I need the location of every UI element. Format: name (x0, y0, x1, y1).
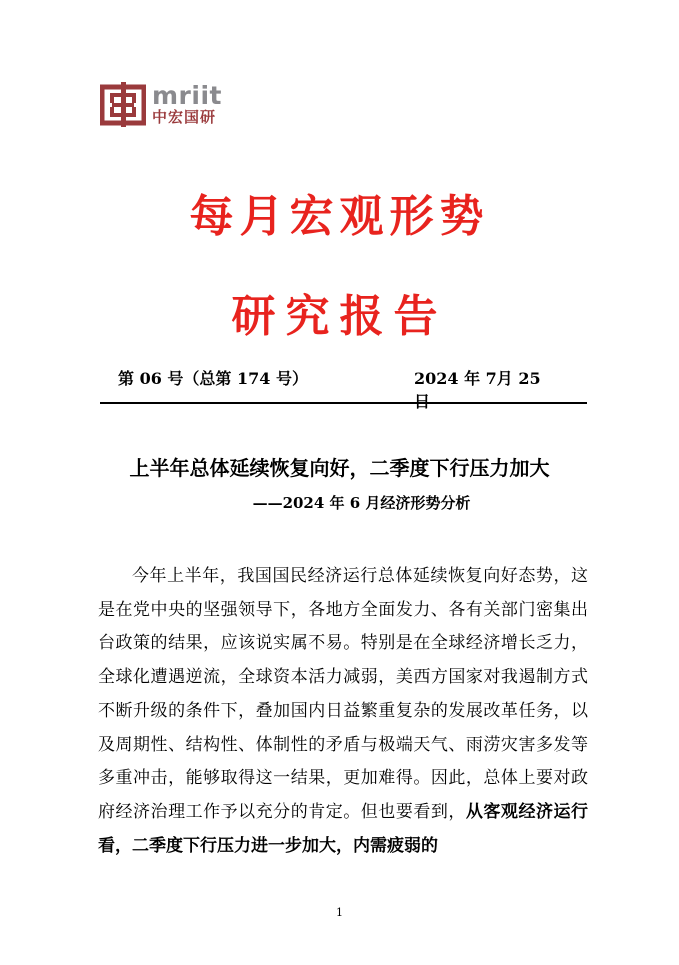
issue-number: 第 06 号（总第 174 号） (118, 369, 308, 388)
body-text-normal: 今年上半年，我国国民经济运行总体延续恢复向好态势，这是在党中央的坚强领导下，各地方全面发力、各有关部门密集出台政策的结果，应该说实属不易。特别是在全球经济增长乏力，全球化遭遇逆流，全球资本活力减弱，美西方国家对我遏制方式不断升级的条件下，叠加国内日益繁重复杂的发展改革任务，以及周期性、结构性、体制性的矛盾与极端天气、雨涝灾害多发等多重冲击，能够取得这一结果，更加难得。因此，总体上要对政府经济治理工作予以充分的肯定。但也要看到， (98, 566, 588, 822)
article-body (98, 560, 588, 863)
body-paragraph (98, 560, 588, 863)
header-divider (100, 402, 587, 404)
article-headline: 上半年总体延续恢复向好，二季度下行压力加大 (129, 456, 550, 480)
article-subtitle: ——2024 年 6 月经济形势分析 (252, 494, 471, 512)
issue-date: 2024 年 7月 25 (414, 369, 541, 388)
logo-wordmark: mriit (152, 81, 222, 110)
logo (100, 80, 222, 128)
logo-chinese-name: 中宏国研 (152, 108, 217, 126)
report-title-line1: 每月宏观形势 (189, 191, 490, 242)
report-title-line2: 研究报告 (231, 291, 448, 342)
page-number: 1 (336, 906, 343, 919)
logo-mark-icon (100, 81, 146, 127)
body-text-bold: 从客观经济运行看，二季度下行压力进一步加大，内需疲弱的 (98, 801, 589, 856)
